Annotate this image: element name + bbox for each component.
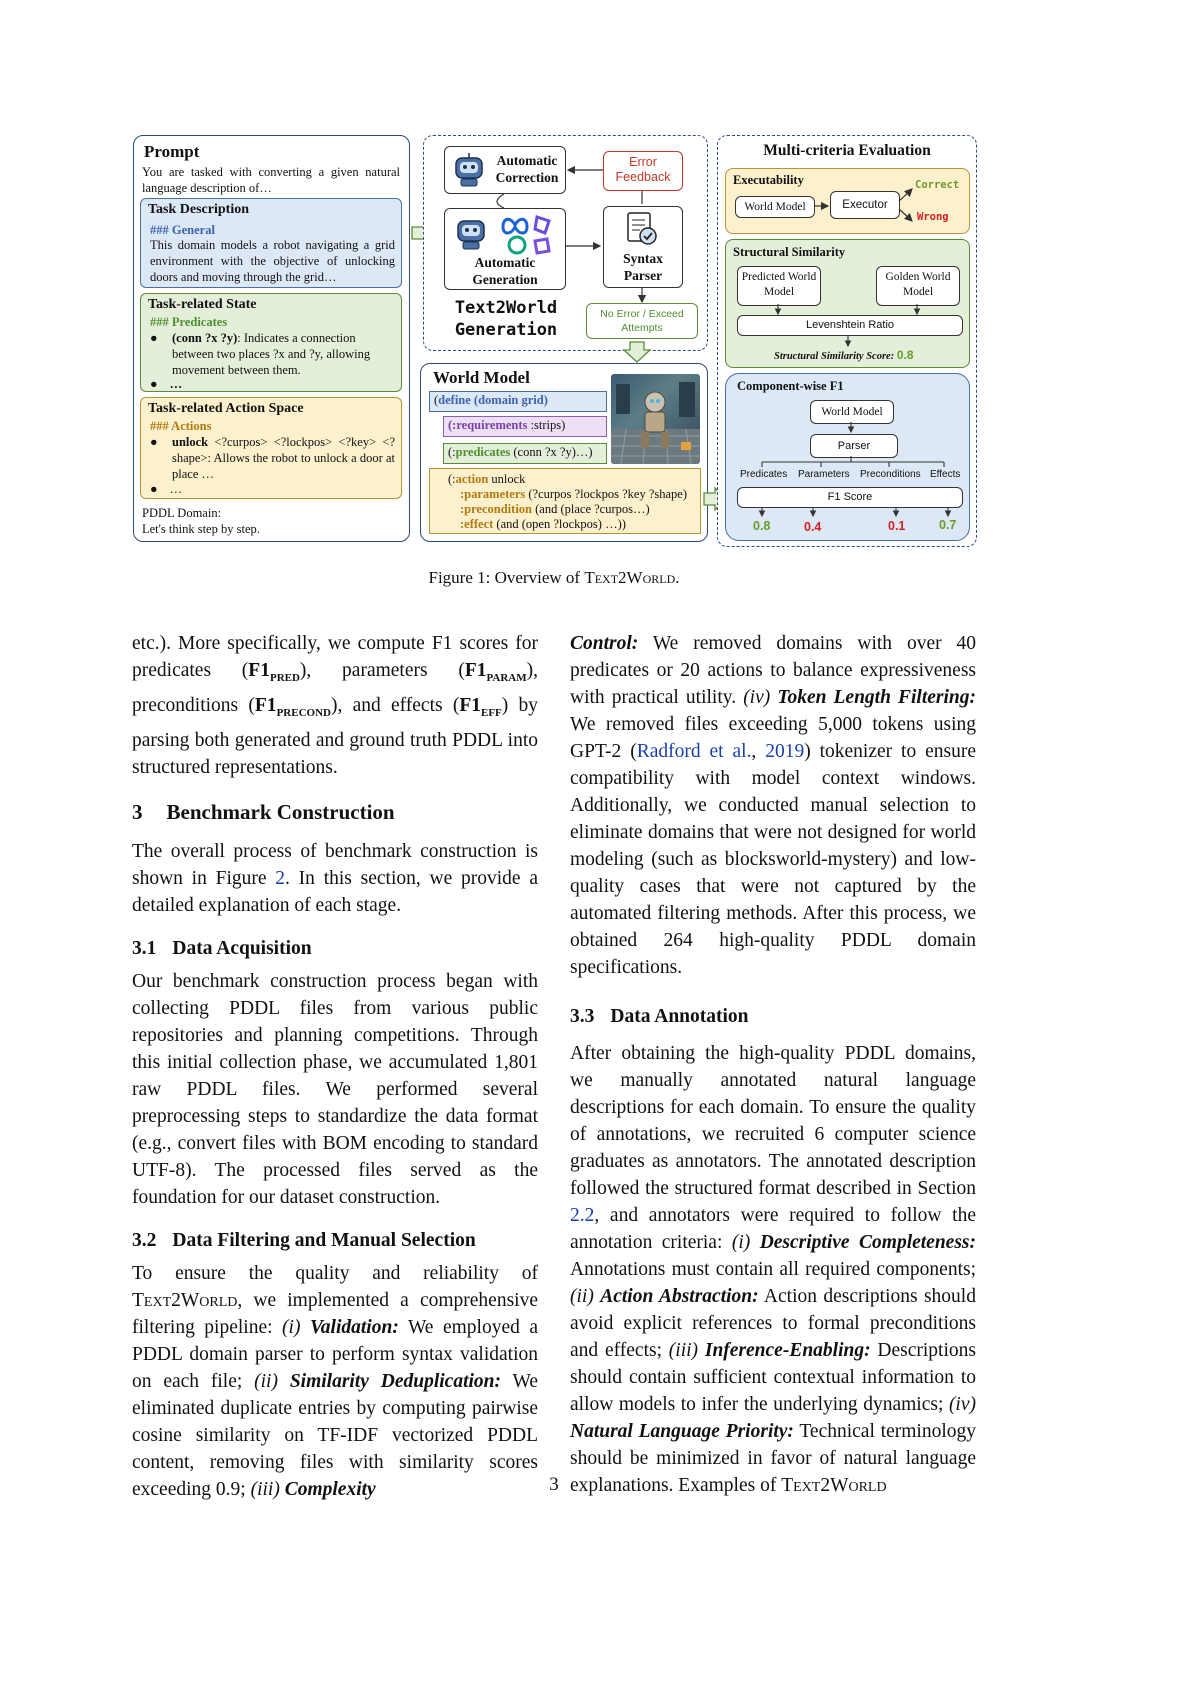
evaluation-title: Multi-criteria Evaluation xyxy=(763,142,931,159)
score-preconditions: 0.1 xyxy=(888,519,906,533)
no-error-label: No Error / Exceed Attempts xyxy=(600,308,684,334)
section-3-2-continued: Control: We removed domains with over 40 predicates or 20 actions to balance expressiveness with practical utility. (iv) Token Length Filtering: We removed files exceeding 5,000 tokens using GPT-2 (Radford et al., 2019) tokenizer to ensure compatibility with model context windows. Additionally, we conducted manual selection to eliminate domains that were not designed for world modeling (such as blocksworld-mystery) and low-quality cases that were not captured by the automated filtering methods. After this process, we obtained 264 high-quality PDDL domain specifications. xyxy=(570,633,977,978)
citation-year[interactable]: 2019 xyxy=(765,741,805,762)
prompt-footer-1: PDDL Domain: xyxy=(142,506,222,520)
section-3-1-heading: 3.1 Data Acquisition xyxy=(132,937,312,959)
executability-title: Executability xyxy=(733,173,804,187)
prompt-footer-2: Let's think step by step. xyxy=(142,522,260,536)
action-text: <?curpos> <?lockpos> <?key> <?shape>: Allows the robot to unlock a door at place … xyxy=(172,435,395,481)
prompt-title: Prompt xyxy=(144,142,200,161)
effect-keyword: :effect xyxy=(460,517,494,531)
structural-score xyxy=(774,348,914,362)
comp-world-model-box: World Model xyxy=(810,400,894,424)
structural-similarity-box xyxy=(725,239,970,368)
auto-generation-box xyxy=(444,208,566,290)
world-model-panel xyxy=(420,363,708,542)
task-state-heading: ### Predicates xyxy=(150,315,228,329)
generation-panel xyxy=(423,135,708,351)
auto-correction-label: Automatic Correction xyxy=(495,153,559,185)
error-feedback-label: Error Feedback xyxy=(615,155,671,184)
section-3-heading: 3 Benchmark Construction xyxy=(132,799,395,824)
citation-radford[interactable]: Radford et al. xyxy=(636,741,752,762)
predicted-world-model-box: Predicted World Model xyxy=(737,266,821,306)
parser-box: Parser xyxy=(810,434,898,458)
right-column xyxy=(570,630,976,1499)
robot-icon xyxy=(453,215,489,251)
prompt-intro: You are tasked with converting a given natural language description of… xyxy=(142,165,400,195)
paragraph-metrics: etc.). More specifically, we compute F1 scores for predicates $(F1_{PRED})$, parameters $(F1_{PARAM})$, preconditions $(F1_{PRECOND})$, and effects $(F1_{EFF})$ by parsing both generated and ground truth PDDL into structured representations. xyxy=(132,633,539,778)
section-3-text: The overall process of benchmark construction is shown in Figure 2. In this section, we provide a detailed explanation of each stage. xyxy=(132,840,538,916)
prompt-panel xyxy=(133,135,410,542)
task-state-more: ● … xyxy=(150,377,183,391)
score-predicates: 0.8 xyxy=(753,519,771,533)
task-state-title: Task-related State xyxy=(148,297,257,312)
section-3-2-text: To ensure the quality and reliability of Text2World, we implemented a comprehensive filtering pipeline: (i) Validation: We employed a PDDL domain parser to perform syntax validation on each file; (ii) Similarity Deduplication: We eliminated duplicate entries by computing pairwise cosine similarity on TF-IDF vectorized PDDL content, removing files with similarity scores exceeding 0.9; (iii) Complexity xyxy=(132,1262,539,1500)
define-line: (define (domain grid) xyxy=(429,391,607,412)
figure-caption: Figure 1: Overview of Text2World. xyxy=(428,568,680,587)
predicates-value: (conn ?x ?y)…) xyxy=(510,445,593,459)
golden-world-model-box: Golden World Model xyxy=(876,266,960,306)
precondition-keyword: :precondition xyxy=(460,502,532,516)
levenshtein-box: Levenshtein Ratio xyxy=(737,315,963,336)
generation-title-line1: Text2World xyxy=(454,298,558,318)
figure-2-link[interactable]: 2 xyxy=(275,867,286,889)
task-action-title: Task-related Action Space xyxy=(148,401,304,416)
section-2-2-link[interactable]: 2.2 xyxy=(570,1205,595,1226)
left-column xyxy=(132,630,538,1503)
executability-box xyxy=(725,168,970,234)
structural-similarity-title: Structural Similarity xyxy=(733,245,846,259)
action-block: (:action unlock :parameters (?curpos ?lockpos ?key ?shape) :precondition (and (place ?curpos…) :effect (and (open ?lockpos) …)) xyxy=(429,468,701,534)
section-3-3-text: After obtaining the high-quality PDDL domains, we manually annotated natural language descriptions for each domain. To ensure the quality of annotations, we recruited 6 computer science graduates as annotators. The annotated description followed the structured format described in Section 2.2, and annotators were required to follow the annotation criteria: (i) Descriptive Completeness: Annotations must contain all required components; (ii) Action Abstraction: Action descriptions should avoid explicit references to formal preconditions and effects; (iii) Inference-Enabling: Descriptions should contain sufficient contextual information to allow models to infer the underlying dynamics; (iv) Natural Language Priority: Technical terminology should be minimized in favor of natural language explanations. Examples of Text2World xyxy=(570,1043,977,1496)
syntax-parser-label: Syntax Parser xyxy=(623,251,663,283)
component-predicates: Predicates xyxy=(740,469,788,480)
evaluation-panel xyxy=(717,135,977,547)
predicate-text: : Indicates a connection between two places ?x and ?y, allowing movement between them. xyxy=(172,331,371,377)
auto-generation-label: Automatic Generation xyxy=(472,255,538,287)
exec-world-model-box: World Model xyxy=(735,196,815,218)
requirements-line xyxy=(443,416,607,437)
component-preconditions: Preconditions xyxy=(860,469,921,480)
task-action-heading: ### Actions xyxy=(150,419,212,433)
section-3-1-text: Our benchmark construction process began with collecting PDDL files from various public repositories and planning competitions. Through this initial collection phase, we accumulated 1,801 raw PDDL files. We performed several preprocessing steps to standardize the data format (e.g., convert files with BOM encoding to standard UTF-8). The processed files served as the foundation for our dataset construction. xyxy=(132,970,538,1208)
llm-logos-icon xyxy=(497,213,557,257)
component-arrows xyxy=(726,374,969,540)
section-3-2-heading: 3.2 Data Filtering and Manual Selection xyxy=(132,1229,476,1251)
f1-score-box: F1 Score xyxy=(737,487,963,508)
task-action-item: ● unlock <?curpos> <?lockpos> <?key> <?shape>: Allows the robot to unlock a door at place … xyxy=(150,435,395,481)
task-action-more: ● … xyxy=(150,482,183,496)
task-state-box xyxy=(140,293,402,392)
no-error-box xyxy=(586,303,698,339)
page-number: 3 xyxy=(549,1474,559,1495)
task-state-item: ● (conn ?x ?y): Indicates a connection between two places ?x and ?y, allowing movement between them. xyxy=(150,331,371,377)
generation-title-line2: Generation xyxy=(454,320,558,340)
action-keyword: action xyxy=(455,472,489,486)
structural-score-label: Structural Similarity Score: xyxy=(774,351,895,362)
section-3-3-heading: 3.3 Data Annotation xyxy=(570,1006,749,1027)
predicate-code: (conn ?x ?y) xyxy=(172,331,238,345)
component-f1-title: Component-wise F1 xyxy=(737,379,844,393)
requirements-value: :strips) xyxy=(527,418,566,432)
predicates-line: (:predicates (conn ?x ?y)…) xyxy=(443,443,607,464)
wrong-label: Wrong xyxy=(917,211,949,223)
executor-box: Executor xyxy=(830,191,900,219)
caption-name: Text2World xyxy=(584,568,676,587)
score-effects: 0.7 xyxy=(939,518,957,532)
component-parameters: Parameters xyxy=(798,469,850,480)
syntax-parser-box xyxy=(603,206,683,288)
task-action-box xyxy=(140,397,402,499)
task-description-text: This domain models a robot navigating a grid environment with the objective of unlocking doors and moving through the grid… xyxy=(150,238,395,284)
component-f1-box xyxy=(725,373,970,541)
predicates-keyword: predicates xyxy=(455,445,511,459)
action-code: unlock xyxy=(172,435,209,449)
task-description-heading: ### General xyxy=(150,223,215,237)
score-parameters: 0.4 xyxy=(804,520,822,534)
parameters-keyword: :parameters xyxy=(460,487,526,501)
world-model-title: World Model xyxy=(433,368,530,387)
robot-illustration xyxy=(611,374,700,464)
arrow-generation-to-world-model xyxy=(622,340,652,364)
document-check-icon xyxy=(624,211,660,249)
task-description-title: Task Description xyxy=(148,202,250,217)
component-effects: Effects xyxy=(930,469,961,480)
requirements-keyword: (:requirements xyxy=(448,418,528,432)
task-description-box xyxy=(140,198,402,288)
define-keyword: define (domain grid) xyxy=(438,393,548,407)
structural-score-value: 0.8 xyxy=(896,348,914,362)
correct-label: Correct xyxy=(915,179,960,191)
